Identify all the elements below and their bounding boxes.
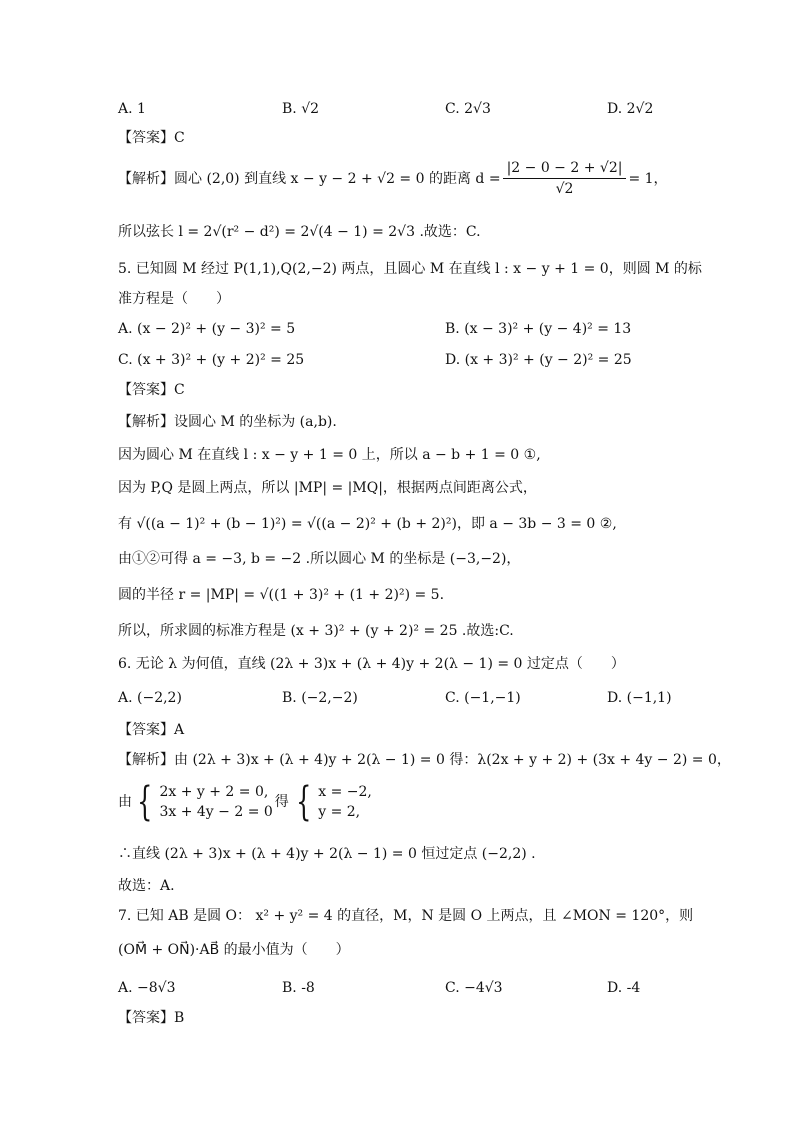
q5-expl-3: 因为 P,Q 是圆上两点，所以 |MP| = |MQ|，根据两点间距离公式，	[118, 480, 537, 496]
fraction-numerator: |2 − 0 − 2 + √2|	[503, 158, 627, 179]
q5-expl-6: 圆的半径 r = |MP| = √((1 + 3)² + (1 + 2)²) = 5.	[118, 587, 445, 603]
q4-distance-fraction	[503, 158, 627, 199]
left-brace-icon: {	[295, 779, 312, 825]
q5-option-d: D. (x + 3)² + (y − 2)² = 25	[445, 352, 632, 368]
left-brace-icon: {	[137, 779, 153, 825]
q5-expl-4: 有 √((a − 1)² + (b − 1)²) = √((a − 2)² + (b + 2)²)，即 a − 3b − 3 = 0 ②,	[118, 516, 617, 532]
fraction-denominator: √2	[555, 181, 574, 197]
q4-expl-text-post: = 1，	[628, 170, 668, 187]
q5-expl-5: 由①②可得 a = −3, b = −2 .所以圆心 M 的坐标是 (−3,−2)，	[118, 551, 521, 567]
q6-option-d: D. (−1,1)	[607, 690, 672, 706]
q4-explanation-line2: 所以弦长 l = 2√(r² − d²) = 2√(4 − 1) = 2√3 .故选：C.	[118, 224, 481, 240]
q7-stem-line1: 7. 已知 AB 是圆 O： x² + y² = 4 的直径，M，N 是圆 O 上两点，且 ∠MON = 120°，则	[118, 908, 694, 924]
q6-expl-3: ∴直线 (2λ + 3)x + (λ + 4)y + 2(λ − 1) = 0 恒过定点 (−2,2) .	[118, 846, 536, 862]
q6-option-a: A. (−2,2)	[118, 690, 182, 706]
q6-answer: 【答案】A	[118, 722, 185, 738]
q7-option-a: A. −8√3	[118, 980, 176, 996]
q4-expl-text-pre: 【解析】圆心 (2,0) 到直线 x − y − 2 + √2 = 0 的距离 d =	[118, 170, 501, 187]
q5-option-a: A. (x − 2)² + (y − 3)² = 5	[118, 321, 296, 337]
q4-answer: 【答案】C	[118, 130, 185, 146]
q4-option-b: B. √2	[282, 101, 320, 117]
q6-equation-system	[118, 779, 372, 825]
q6-sys1-row1: 2x + y + 2 = 0,	[159, 784, 269, 800]
q7-option-d: D. -4	[607, 980, 641, 996]
q5-expl-2: 因为圆心 M 在直线 l : x − y + 1 = 0 上，所以 a − b + 1 = 0 ①,	[118, 447, 541, 463]
q7-stem-line2: (OM⃗ + ON⃗)·AB⃗ 的最小值为（ ）	[118, 942, 350, 958]
q4-option-d: D. 2√2	[607, 101, 654, 117]
q5-option-c: C. (x + 3)² + (y + 2)² = 25	[118, 352, 305, 368]
q6-expl-4: 故选：A.	[118, 878, 175, 894]
q5-expl-7: 所以，所求圆的标准方程是 (x + 3)² + (y + 2)² = 25 .故选:C.	[118, 623, 514, 639]
q6-sys1-row2: 3x + 4y − 2 = 0	[159, 804, 273, 820]
q6-sys2-row2: y = 2,	[318, 804, 361, 820]
q6-system-2	[291, 779, 372, 825]
q6-option-c: C. (−1,−1)	[445, 690, 521, 706]
q6-system-1	[132, 779, 273, 825]
q5-expl-1: 【解析】设圆心 M 的坐标为 (a,b).	[118, 414, 337, 430]
q6-sys2-row1: x = −2,	[318, 784, 372, 800]
q7-option-b: B. -8	[282, 980, 315, 996]
q4-option-a: A. 1	[118, 101, 146, 117]
q5-option-b: B. (x − 3)² + (y − 4)² = 13	[445, 321, 632, 337]
q5-answer: 【答案】C	[118, 382, 185, 398]
q5-stem-line1: 5. 已知圆 M 经过 P(1,1),Q(2,−2) 两点，且圆心 M 在直线 l : x − y + 1 = 0，则圆 M 的标	[118, 261, 702, 277]
q7-answer: 【答案】B	[118, 1010, 185, 1026]
q6-stem: 6. 无论 λ 为何值，直线 (2λ + 3)x + (λ + 4)y + 2(λ − 1) = 0 过定点（ ）	[118, 656, 625, 672]
q5-stem-line2: 准方程是（ ）	[118, 291, 230, 307]
q4-option-c: C. 2√3	[445, 101, 491, 117]
q4-explanation-line1	[118, 158, 668, 199]
q7-option-c: C. −4√3	[445, 980, 503, 996]
q6-sys-pre: 由	[118, 794, 132, 810]
q6-option-b: B. (−2,−2)	[282, 690, 358, 706]
q6-sys-mid: 得	[274, 794, 289, 810]
q6-expl-1: 【解析】由 (2λ + 3)x + (λ + 4)y + 2(λ − 1) = 0 得：λ(2x + y + 2) + (3x + 4y − 2) = 0，	[118, 752, 731, 768]
